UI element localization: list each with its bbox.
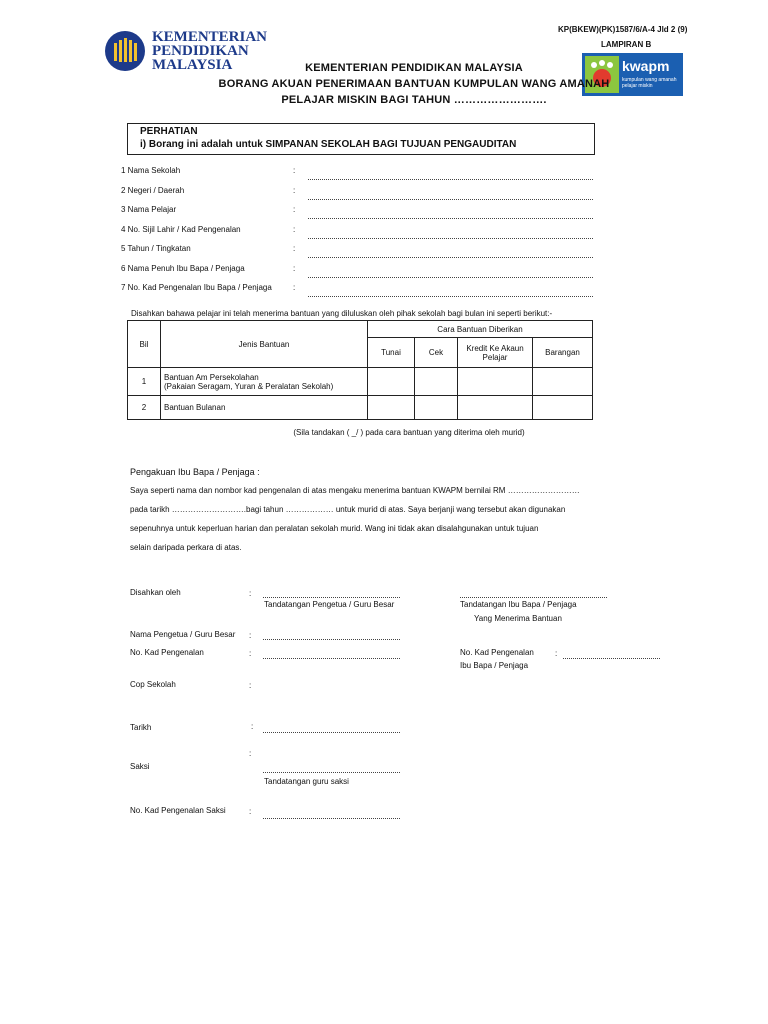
witness-signature-line[interactable] (263, 772, 400, 773)
row-2-barangan-checkbox[interactable] (533, 396, 593, 420)
cop-label: Cop Sekolah (130, 680, 176, 689)
logo-line-2: PENDIDIKAN (152, 43, 249, 59)
field-input-line[interactable] (308, 218, 593, 219)
no-kp-saksi-label: No. Kad Pengenalan Saksi (130, 806, 226, 815)
header-jenis-bantuan: Jenis Bantuan (161, 321, 368, 368)
table-note: (Sila tandakan ( _/ ) pada cara bantuan yang diterima oleh murid) (293, 428, 525, 437)
row-1-line-1: Bantuan Am Persekolahan (164, 372, 259, 382)
tarikh-field[interactable] (263, 732, 400, 733)
logo-line-3: MALAYSIA (152, 57, 233, 73)
parent-signature-caption-1: Tandatangan Ibu Bapa / Penjaga (460, 600, 577, 609)
head-signature-line[interactable] (263, 597, 400, 598)
table-row (128, 368, 593, 396)
field-colon: : (293, 224, 296, 234)
logo-line-1: KEMENTERIAN (152, 29, 268, 45)
field-colon: : (293, 205, 296, 214)
field-label: 6 Nama Penuh Ibu Bapa / Penjaga (121, 263, 245, 273)
colon: : (249, 631, 252, 640)
disahkan-label: Disahkan oleh (130, 588, 181, 597)
confirmation-text: Disahkan bahawa pelajar ini telah menerima bantuan yang diluluskan oleh pihak sekolah bagi bulan ini seperti berikut:- (131, 309, 553, 318)
row-2-bil: 2 (128, 396, 161, 420)
field-colon: : (293, 283, 296, 292)
colon: : (249, 749, 252, 758)
parent-line-3: sepenuhnya untuk keperluan harian dan peralatan sekolah murid. Wang ini tidak akan disalahgunakan untuk tujuan (130, 524, 539, 533)
field-input-line[interactable] (308, 257, 593, 258)
parent-heading: Pengakuan Ibu Bapa / Penjaga : (130, 467, 260, 477)
title-year: PELAJAR MISKIN BAGI TAHUN ……………………. (281, 94, 547, 106)
field-input-line[interactable] (308, 199, 593, 200)
table-row (128, 396, 593, 420)
parent-line-1: Saya seperti nama dan nombor kad pengenalan di atas mengaku menerima bantuan KWAPM bernilai RM ……………………… (130, 486, 580, 495)
field-input-line[interactable] (308, 296, 593, 297)
row-1-cek-checkbox[interactable] (415, 368, 458, 396)
witness-signature-caption: Tandatangan guru saksi (264, 777, 349, 786)
field-colon: : (293, 166, 296, 175)
colon: : (249, 589, 252, 598)
row-1-line-2: (Pakaian Seragam, Yuran & Peralatan Sekolah) (164, 381, 334, 391)
parent-signature-caption-2: Yang Menerima Bantuan (474, 614, 562, 623)
no-kp-field[interactable] (263, 658, 400, 659)
field-input-line[interactable] (308, 179, 593, 180)
colon: : (555, 649, 558, 658)
field-colon: : (293, 263, 296, 273)
colon: : (249, 807, 252, 816)
notice-box (127, 123, 595, 155)
no-kp-label: No. Kad Pengenalan (130, 648, 204, 657)
parent-signature-line[interactable] (460, 597, 607, 598)
colon: : (249, 649, 252, 658)
notice-heading: PERHATIAN (140, 126, 198, 137)
kwapm-tagline-2: pelajar miskin (622, 83, 653, 89)
field-colon: : (293, 244, 296, 253)
field-input-line[interactable] (308, 238, 593, 239)
header-barangan: Barangan (533, 338, 593, 368)
saksi-label: Saksi (130, 762, 150, 771)
row-2-cek-checkbox[interactable] (415, 396, 458, 420)
field-label: 2 Negeri / Daerah (121, 185, 185, 195)
header-cek: Cek (415, 338, 458, 368)
attachment-label: LAMPIRAN B (601, 40, 652, 49)
header-tunai: Tunai (368, 338, 415, 368)
no-kp-saksi-field[interactable] (263, 818, 400, 819)
field-label: 5 Tahun / Tingkatan (121, 244, 191, 253)
no-kp-parent-label-1: No. Kad Pengenalan (460, 648, 534, 657)
parent-line-4: selain daripada perkara di atas. (130, 543, 242, 552)
colon: : (249, 681, 252, 690)
no-kp-parent-label-2: Ibu Bapa / Penjaga (460, 661, 529, 670)
nama-pengetua-field[interactable] (263, 639, 400, 640)
header-bil: Bil (128, 321, 161, 368)
field-label: 7 No. Kad Pengenalan Ibu Bapa / Penjaga (121, 283, 272, 292)
nama-pengetua-label: Nama Pengetua / Guru Besar (130, 630, 236, 639)
row-2-tunai-checkbox[interactable] (368, 396, 415, 420)
row-1-barangan-checkbox[interactable] (533, 368, 593, 396)
kwapm-tagline-1: kumpulan wang amanah (622, 77, 677, 83)
row-2-kredit-checkbox[interactable] (458, 396, 533, 420)
field-label: 1 Nama Sekolah (121, 166, 181, 175)
notice-text: i) Borang ini adalah untuk SIMPANAN SEKOLAH BAGI TUJUAN PENGAUDITAN (140, 139, 517, 150)
reference-code: KP(BKEW)(PK)1587/6/A-4 Jld 2 (9) (558, 25, 688, 34)
colon: : (251, 722, 254, 731)
head-signature-caption: Tandatangan Pengetua / Guru Besar (264, 600, 395, 609)
row-1-tunai-checkbox[interactable] (368, 368, 415, 396)
field-input-line[interactable] (308, 277, 593, 278)
no-kp-parent-field[interactable] (563, 658, 660, 659)
aid-table (127, 320, 593, 420)
kwapm-brand: kwapm (622, 58, 670, 74)
title-ministry: KEMENTERIAN PENDIDIKAN MALAYSIA (305, 62, 523, 74)
header-cara-bantuan: Cara Bantuan Diberikan (368, 321, 593, 338)
row-1-kredit-checkbox[interactable] (458, 368, 533, 396)
row-1-jenis (161, 368, 368, 396)
row-2-jenis: Bantuan Bulanan (161, 396, 368, 420)
field-label: 4 No. Sijil Lahir / Kad Pengenalan (121, 224, 241, 234)
row-1-bil: 1 (128, 368, 161, 396)
field-colon: : (293, 185, 296, 195)
title-form: BORANG AKUAN PENERIMAAN BANTUAN KUMPULAN WANG AMANAH (218, 78, 610, 90)
parent-line-2: pada tarikh ……………………….bagi tahun ……………… untuk murid di atas. Saya berjanji wang tersebut akan digunakan (130, 505, 566, 514)
field-label: 3 Nama Pelajar (121, 205, 177, 214)
tarikh-label: Tarikh (130, 723, 152, 732)
header-kredit: Kredit Ke Akaun Pelajar (458, 338, 533, 368)
